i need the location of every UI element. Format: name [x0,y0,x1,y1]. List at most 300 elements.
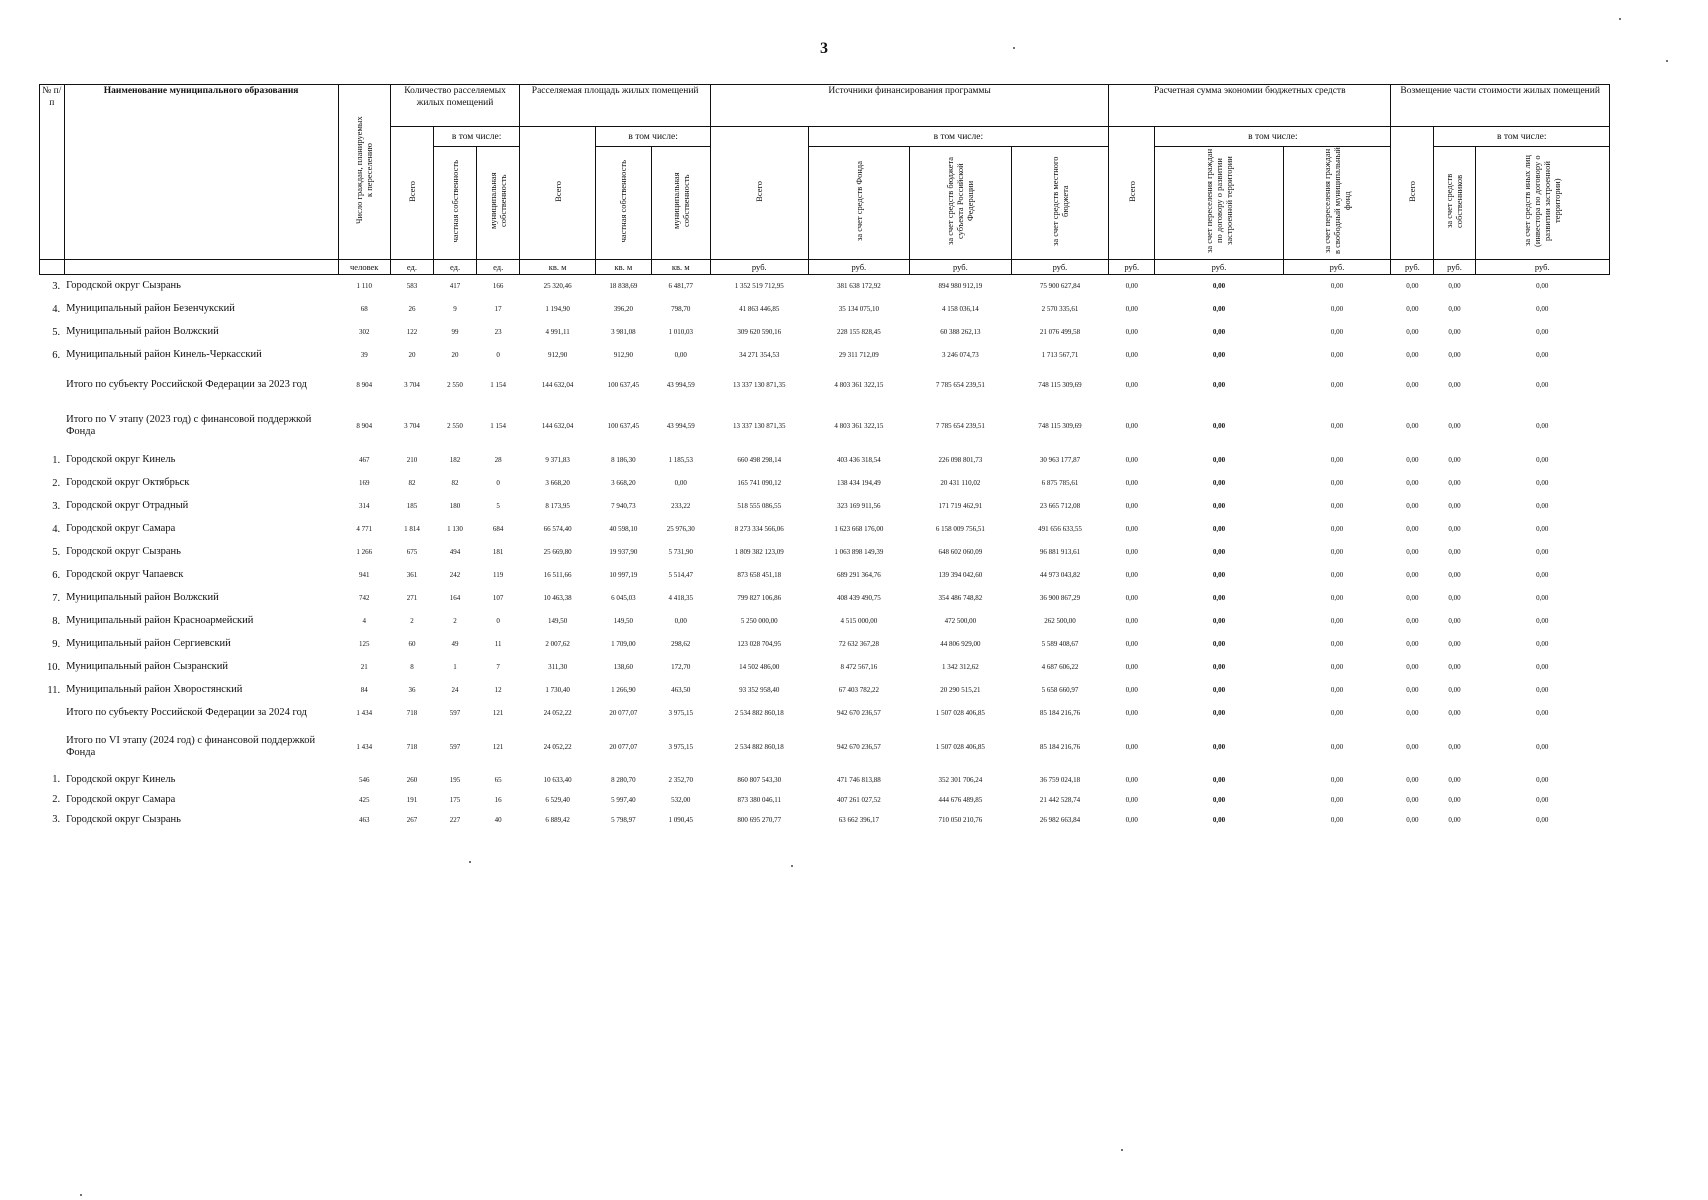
value-cell: 0,00 [1125,795,1138,804]
value-cell: 597 [449,709,461,717]
value-cell: 3 704 [404,422,420,430]
value-cell: 16 511,66 [543,571,572,579]
value-cell: 23 665 712,08 [1039,502,1081,510]
value-cell: 8 472 567,16 [840,663,878,671]
value-cell: 4 803 361 322,15 [834,381,884,389]
value-cell: 0,00 [1212,502,1226,510]
value-cell: 166 [492,282,504,291]
row-number: 11. [47,684,61,696]
value-cell: 2 550 [447,381,463,389]
value-cell: 0,00 [1330,571,1344,579]
header-economy-group: Расчетная сумма экономии бюджетных средств [1109,85,1391,127]
unit-cell: руб. [1475,260,1610,275]
value-cell: 8 [410,663,414,671]
row-number: 1. [52,454,61,466]
header-flats-private: частная собственность [434,147,477,260]
value-cell: 139 394 042,60 [938,571,983,579]
value-cell: 66 574,40 [543,525,572,533]
value-cell: 0,00 [1448,686,1461,694]
value-cell: 233,22 [671,502,691,510]
value-cell: 1 623 668 176,00 [834,525,884,533]
value-cell: 21 442 528,74 [1039,795,1081,804]
value-cell: 546 [358,775,370,784]
value-cell: 41 863 446,85 [739,305,780,313]
value-cell: 10 463,38 [543,594,572,602]
value-cell: 125 [358,640,370,648]
value-cell: 0,00 [1330,617,1344,625]
value-cell: 0,00 [1406,617,1419,625]
value-cell: 20 077,07 [609,709,638,717]
value-cell: 138,60 [613,663,633,671]
row-number: 5. [52,326,61,338]
value-cell: 0,00 [1536,663,1549,671]
value-cell: 748 115 309,69 [1038,422,1082,430]
value-cell: 1 507 028 406,85 [935,709,985,717]
value-cell: 0,00 [1125,571,1138,579]
value-cell: 0,00 [1330,456,1344,464]
value-cell: 0,00 [1330,548,1344,556]
value-cell: 17 [494,305,502,313]
value-cell: 0,00 [1536,305,1549,313]
value-cell: 44 973 043,82 [1039,571,1081,579]
table-row [40,518,1610,541]
value-cell: 228 155 828,45 [836,328,881,336]
header-compensation-group: Возмещение части стоимости жилых помещений [1391,85,1610,127]
value-cell: 0,00 [1406,456,1419,464]
value-cell: 873 658 451,18 [737,571,782,579]
value-cell: 1 713 567,71 [1041,351,1079,359]
header-econ-incl: в том числе: [1155,127,1391,147]
value-cell: 39 [360,351,368,359]
value-cell: 894 980 912,19 [938,282,983,291]
header-area-municipal: муниципальная собственность [651,147,711,260]
value-cell: 0,00 [1125,686,1138,694]
value-cell: 6 875 785,61 [1041,479,1079,487]
value-cell: 0,00 [1330,686,1344,694]
value-cell: 463,50 [671,686,691,694]
value-cell: 72 632 367,28 [838,640,879,648]
value-cell: 0,00 [1212,456,1226,464]
value-cell: 0,00 [1330,815,1344,824]
value-cell: 67 403 782,22 [838,686,879,694]
unit-cell: руб. [1283,260,1391,275]
row-number: 10. [47,661,61,673]
value-cell: 1 814 [404,525,420,533]
unit-cell: руб. [808,260,910,275]
value-cell: 24 052,22 [543,743,572,751]
value-cell: 0,00 [1125,709,1138,717]
value-cell: 0,00 [1536,686,1549,694]
value-cell: 0,00 [1212,594,1226,602]
value-cell: 164 [449,594,461,602]
value-cell: 0,00 [1212,795,1226,804]
municipality-name: Городской округ Самара [66,793,176,805]
value-cell: 35 134 075,10 [838,305,879,313]
value-cell: 0,00 [1536,571,1549,579]
header-fin-total: Всего [711,127,808,260]
value-cell: 0,00 [1212,548,1226,556]
value-cell: 1 434 [356,709,373,717]
row-number: 9. [52,638,61,650]
value-cell: 0,00 [1330,775,1344,784]
table-row [40,587,1610,610]
row-number: 7. [52,592,61,604]
table-row [40,702,1610,725]
value-cell: 11 [494,640,502,648]
table-row [40,495,1610,518]
header-citizens: Число граждан, планируемых к переселению [338,85,390,260]
value-cell: 0,00 [1448,815,1461,824]
value-cell: 381 638 172,92 [836,282,881,291]
value-cell: 6 045,03 [611,594,636,602]
value-cell: 1 090,45 [668,815,694,824]
value-cell: 0,00 [1406,351,1419,359]
value-cell: 2 534 882 860,18 [734,743,784,751]
value-cell: 0,00 [1448,663,1461,671]
value-cell: 0,00 [1448,640,1461,648]
value-cell: 20 [451,351,459,359]
value-cell: 6 158 009 756,51 [935,525,985,533]
value-cell: 29 311 712,09 [838,351,879,359]
municipality-name: Городской округ Сызрань [66,546,181,557]
value-cell: 20 077,07 [609,743,638,751]
value-cell: 65 [494,775,502,784]
unit-cell: руб. [1391,260,1434,275]
value-cell: 21 [360,663,368,671]
unit-cell: ед. [390,260,433,275]
header-name: Наименование муниципального образования [64,85,338,260]
header-econ-free: за счет переселения граждан в свободный муниципальный фонд [1283,147,1391,260]
unit-cell: кв. м [596,260,651,275]
value-cell: 0,00 [1406,548,1419,556]
value-cell: 941 [358,571,370,579]
resettlement-table [39,84,1610,830]
value-cell: 467 [358,456,370,464]
unit-cell [64,260,338,275]
scan-speck [1013,47,1015,49]
value-cell: 210 [406,456,418,464]
value-cell: 185 [406,502,418,510]
value-cell: 873 380 046,11 [737,795,782,804]
value-cell: 0,00 [1406,502,1419,510]
value-cell: 0,00 [1212,351,1226,359]
value-cell: 1 185,53 [668,456,694,464]
value-cell: 60 388 262,13 [940,328,981,336]
total-label: Итого по VI этапу (2024 год) с финансовой поддержкой Фонда [66,735,316,758]
value-cell: 2 [410,617,414,625]
value-cell: 0,00 [1406,328,1419,336]
value-cell: 0,00 [1212,815,1226,824]
value-cell: 660 498 298,14 [737,456,782,464]
value-cell: 227 [449,815,461,824]
value-cell: 0 [496,617,500,625]
value-cell: 123 028 704,95 [737,640,782,648]
value-cell: 0,00 [1212,479,1226,487]
value-cell: 0,00 [1536,594,1549,602]
value-cell: 8 904 [356,381,373,389]
value-cell: 14 502 486,00 [739,663,780,671]
value-cell: 8 273 334 566,06 [734,525,784,533]
header-area-group: Расселяемая площадь жилых помещений [520,85,711,127]
municipality-name: Городской округ Самара [66,523,176,534]
municipality-name: Городской округ Отрадный [66,500,189,511]
value-cell: 0,00 [1125,743,1138,751]
header-no: № п/п [40,85,65,260]
value-cell: 0,00 [1536,548,1549,556]
value-cell: 0,00 [1536,328,1549,336]
value-cell: 0,00 [1536,525,1549,533]
header-flats-incl: в том числе: [434,127,520,147]
value-cell: 0,00 [1212,617,1226,625]
value-cell: 471 746 813,88 [836,775,881,784]
value-cell: 396,20 [613,305,633,313]
unit-cell: ед. [477,260,520,275]
value-cell: 5 [496,502,500,510]
value-cell: 532,00 [671,795,691,804]
value-cell: 0,00 [1536,351,1549,359]
value-cell: 1 507 028 406,85 [935,743,985,751]
header-flats-total: Всего [390,127,433,260]
value-cell: 181 [492,548,504,556]
value-cell: 710 050 210,76 [938,815,983,824]
value-cell: 1 063 898 149,39 [834,548,884,556]
value-cell: 242 [449,571,461,579]
value-cell: 0,00 [1406,479,1419,487]
value-cell: 26 982 663,84 [1039,815,1081,824]
value-cell: 2 534 882 860,18 [734,709,784,717]
value-cell: 30 963 177,87 [1039,456,1081,464]
municipality-name: Городской округ Кинель [66,454,176,465]
table-body [40,275,1610,830]
value-cell: 5 731,90 [668,548,694,556]
value-cell: 0,00 [1406,525,1419,533]
value-cell: 0,00 [1125,502,1138,510]
value-cell: 180 [449,502,461,510]
value-cell: 121 [492,709,504,717]
value-cell: 0,00 [1330,795,1344,804]
unit-cell: руб. [1155,260,1283,275]
value-cell: 0,00 [1212,282,1226,291]
value-cell: 0,00 [1125,548,1138,556]
scan-speck [1619,18,1621,20]
value-cell: 43 994,59 [666,422,695,430]
value-cell: 0,00 [674,617,687,625]
value-cell: 0,00 [1212,525,1226,533]
row-number: 6. [52,569,61,581]
value-cell: 0 [496,479,500,487]
header-flats-group: Количество расселяемых жилых помещений [390,85,519,127]
value-cell: 0,00 [1536,456,1549,464]
value-cell: 149,50 [613,617,633,625]
value-cell: 0,00 [1330,640,1344,648]
value-cell: 5 589 408,67 [1041,640,1079,648]
value-cell: 675 [406,548,418,556]
value-cell: 0,00 [1212,381,1226,389]
header-flats-municipal: муниципальная собственность [477,147,520,260]
municipality-name: Муниципальный район Безенчукский [66,303,235,314]
value-cell: 10 997,19 [609,571,638,579]
value-cell: 10 633,40 [543,775,572,784]
row-number [40,725,65,770]
value-cell: 0,00 [1125,422,1138,430]
value-cell: 9 371,83 [545,456,570,464]
row-number: 8. [52,615,61,627]
value-cell: 20 431 110,02 [940,479,981,487]
value-cell: 3 246 074,73 [942,351,979,359]
value-cell: 0,00 [1330,594,1344,602]
row-number: 3. [52,814,61,825]
value-cell: 3 975,15 [668,709,694,717]
value-cell: 444 676 489,85 [938,795,983,804]
unit-cell: руб. [711,260,808,275]
table-row [40,541,1610,564]
value-cell: 195 [449,775,461,784]
unit-cell: человек [338,260,390,275]
table-row [40,275,1610,298]
value-cell: 0,00 [1125,815,1138,824]
value-cell: 16 [494,795,502,804]
value-cell: 425 [358,795,370,804]
value-cell: 0,00 [1536,815,1549,824]
value-cell: 191 [406,795,418,804]
value-cell: 0,00 [1125,381,1138,389]
value-cell: 100 637,45 [607,422,640,430]
value-cell: 309 620 590,16 [737,328,782,336]
value-cell: 121 [492,743,504,751]
value-cell: 0,00 [1330,479,1344,487]
table-row [40,810,1610,830]
value-cell: 298,62 [671,640,691,648]
value-cell: 0,00 [1536,709,1549,717]
value-cell: 0,00 [1212,709,1226,717]
value-cell: 107 [492,594,504,602]
value-cell: 0,00 [1212,775,1226,784]
value-cell: 68 [360,305,368,313]
value-cell: 0,00 [1330,525,1344,533]
value-cell: 0,00 [1536,775,1549,784]
value-cell: 75 900 627,84 [1039,282,1081,291]
value-cell: 0,00 [1125,663,1138,671]
value-cell: 0,00 [1330,709,1344,717]
value-cell: 4 687 606,22 [1041,663,1079,671]
value-cell: 583 [406,282,418,291]
value-cell: 8 904 [356,422,373,430]
unit-cell: кв. м [651,260,711,275]
row-number: 4. [52,303,61,315]
value-cell: 0,00 [1125,328,1138,336]
municipality-name: Муниципальный район Красноармейский [66,615,254,626]
value-cell: 82 [408,479,416,487]
value-cell: 0,00 [1448,479,1461,487]
value-cell: 271 [406,594,418,602]
units-row [40,260,1610,275]
table-row [40,298,1610,321]
value-cell: 144 632,04 [541,422,574,430]
value-cell: 1 266,90 [611,686,636,694]
value-cell: 23 [494,328,502,336]
value-cell: 49 [451,640,459,648]
value-cell: 0,00 [1448,548,1461,556]
unit-cell: руб. [910,260,1012,275]
value-cell: 25 976,30 [666,525,695,533]
value-cell: 0,00 [1212,328,1226,336]
municipality-name: Городской округ Сызрань [66,813,181,825]
scan-speck [1666,60,1668,62]
row-number: 2. [52,477,61,489]
table-row [40,770,1610,790]
value-cell: 0,00 [1448,594,1461,602]
value-cell: 18 838,69 [609,282,638,291]
municipality-name: Городской округ Октябрьск [66,477,190,488]
value-cell: 99 [451,328,459,336]
table-row [40,344,1610,367]
value-cell: 0,00 [1125,617,1138,625]
value-cell: 407 261 027,52 [836,795,881,804]
value-cell: 0,00 [1125,282,1138,291]
value-cell: 0,00 [1448,502,1461,510]
row-number: 2. [52,794,61,805]
value-cell: 0,00 [1448,328,1461,336]
value-cell: 12 [494,686,502,694]
value-cell: 0,00 [1330,328,1344,336]
table-row [40,610,1610,633]
value-cell: 0,00 [1406,709,1419,717]
value-cell: 40 [494,815,502,824]
value-cell: 4 515 000,00 [840,617,878,625]
municipality-name: Муниципальный район Хворостянский [66,684,243,695]
value-cell: 0,00 [1330,743,1344,751]
value-cell: 26 [408,305,416,313]
header-econ-total: Всего [1109,127,1155,260]
value-cell: 0,00 [1125,479,1138,487]
value-cell: 2 570 335,61 [1041,305,1079,313]
row-number: 6. [52,349,61,361]
value-cell: 0,00 [1536,743,1549,751]
header-comp-owners: за счет средств собственников [1434,147,1475,260]
header-fin-local: за счет средств местного бюджета [1011,147,1109,260]
value-cell: 1 266 [356,548,373,556]
municipality-name: Городской округ Кинель [66,773,176,785]
value-cell: 0,00 [1125,640,1138,648]
row-number: 4. [52,523,61,535]
value-cell: 6 529,40 [545,795,570,804]
value-cell: 472 500,00 [944,617,977,625]
table-row [40,633,1610,656]
header-financing-group: Источники финансирования программы [711,85,1109,127]
value-cell: 0,00 [1448,795,1461,804]
value-cell: 684 [492,525,504,533]
row-number [40,702,65,725]
value-cell: 0,00 [1448,305,1461,313]
value-cell: 942 670 236,57 [836,709,881,717]
header-fin-subject: за счет средств бюджета субъекта Российской Федерации [910,147,1012,260]
value-cell: 3 704 [404,381,420,389]
table-row [40,679,1610,702]
table-row [40,564,1610,587]
value-cell: 9 [453,305,457,313]
value-cell: 314 [358,502,370,510]
value-cell: 491 656 633,55 [1038,525,1082,533]
row-number [40,367,65,404]
value-cell: 0,00 [1406,381,1419,389]
value-cell: 1 130 [447,525,463,533]
value-cell: 28 [494,456,502,464]
value-cell: 226 098 801,73 [938,456,983,464]
value-cell: 13 337 130 871,35 [733,422,786,430]
value-cell: 5 798,97 [611,815,636,824]
unit-cell: кв. м [520,260,596,275]
total-label: Итого по субъекту Российской Федерации за 2024 год [66,707,307,718]
